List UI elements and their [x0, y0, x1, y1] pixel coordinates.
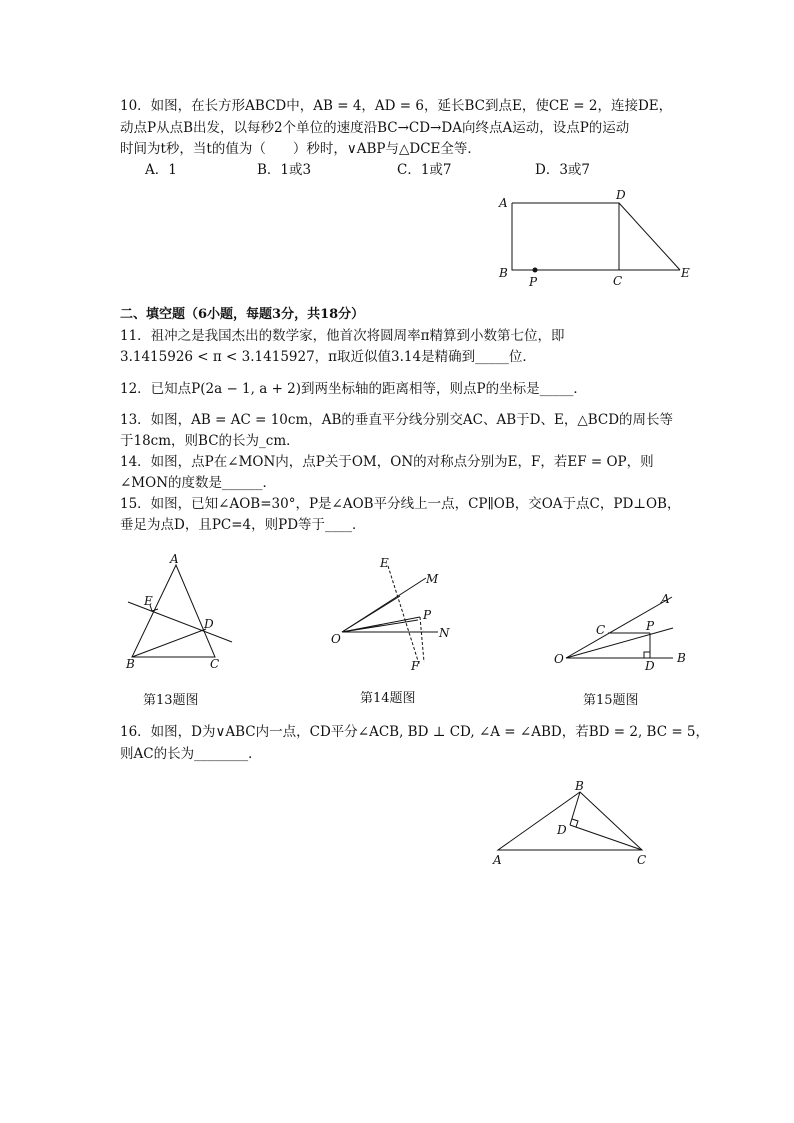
fig15-label-b: B [677, 651, 686, 665]
q10-line1: 10．如图，在长方形ABCD中，AB = 4，AD = 6，延长BC到点E，使CE = 2，连接DE， [120, 98, 673, 114]
q10-label-b: B [499, 266, 508, 280]
q14-line1: 14．如图，点P在∠MON内，点P关于OM，ON的对称点分别为E，F，若EF = OP，则 [120, 454, 654, 470]
q13-line1: 13．如图，AB = AC = 10cm，AB的垂直平分线分别交AC、AB于D、E，△BCD的周长等 [120, 412, 674, 428]
caption-fig13: 第13题图 [143, 693, 199, 708]
fig15-label-c: C [596, 623, 606, 637]
fig16-label-d: D [557, 823, 567, 837]
fig13-label-a: A [170, 552, 179, 566]
q10-line2: 动点P从点B出发，以每秒2个单位的速度沿BC→CD→DA向终点A运动，设点P的运动 [120, 120, 630, 136]
q15-line2: 垂足为点D，且PC=4，则PD等于____． [120, 517, 366, 533]
q14-line2: ∠MON的度数是______． [120, 475, 277, 491]
fig14-label-n: N [439, 626, 450, 640]
q10-label-c: C [613, 274, 623, 288]
fig15-label-a: A [661, 592, 670, 606]
segment-cd-16 [570, 825, 642, 850]
fig13-label-d: D [204, 617, 214, 631]
fig14-label-o: O [331, 632, 341, 646]
q11-line1: 11．祖冲之是我国杰出的数学家，他首次将圆周率π精算到小数第七位，即 [120, 328, 565, 344]
triangle-abc-16 [498, 792, 642, 850]
fig14-label-m: M [426, 572, 439, 586]
q10-option-a: A．1 [145, 162, 177, 178]
fig16-label-a: A [493, 853, 502, 867]
q13-line2: 于18cm，则BC的长为_cm． [120, 433, 300, 449]
q10-label-p: P [529, 275, 538, 289]
q16-line1: 16．如图，D为∨ABC内一点，CD平分∠ACB, BD ⊥ CD, ∠A = ∠ABD，若BD = 2, BC = 5， [120, 724, 710, 740]
fig13-label-e: E [144, 594, 153, 608]
q10-label-a: A [499, 196, 508, 210]
q10-option-b: B．1或3 [257, 162, 312, 178]
q16-line2: 则AC的长为________． [120, 746, 262, 762]
fig13-label-c: C [210, 657, 220, 671]
q15-line1: 15．如图，已知∠AOB=30°，P是∠AOB平分线上一点，CP∥OB，交OA于点C，PD⊥OB， [120, 496, 681, 512]
fig15-label-p: P [646, 619, 655, 633]
q10-line3: 时间为t秒，当t的值为（ ）秒时，∨ABP与△DCE全等． [120, 141, 481, 157]
fig14-label-e: E [380, 556, 389, 570]
fig14-label-p: P [423, 608, 432, 622]
q10-option-c: C．1或7 [397, 162, 452, 178]
fig15-label-d: D [645, 659, 655, 673]
q10-label-e: E [681, 266, 690, 280]
fig15-label-o: O [554, 652, 564, 666]
fig13-label-b: B [126, 657, 135, 671]
caption-fig14: 第14题图 [360, 691, 416, 706]
q11-line2: 3.1415926 < π < 3.1415927，π取近似值3.14是精确到_____位． [120, 349, 536, 365]
fig14-label-f: F [411, 659, 420, 673]
fig16-label-c: C [637, 853, 647, 867]
q10-label-d: D [616, 188, 626, 202]
fig16-label-b: B [575, 779, 584, 793]
q10-option-d: D．3或7 [535, 162, 591, 178]
caption-fig15: 第15题图 [583, 693, 639, 708]
section2-heading: 二、填空题（6小题，每题3分，共18分） [120, 307, 365, 322]
q12-line1: 12．已知点P(2a − 1, a + 2)到两坐标轴的距离相等，则点P的坐标是_____． [120, 381, 587, 397]
